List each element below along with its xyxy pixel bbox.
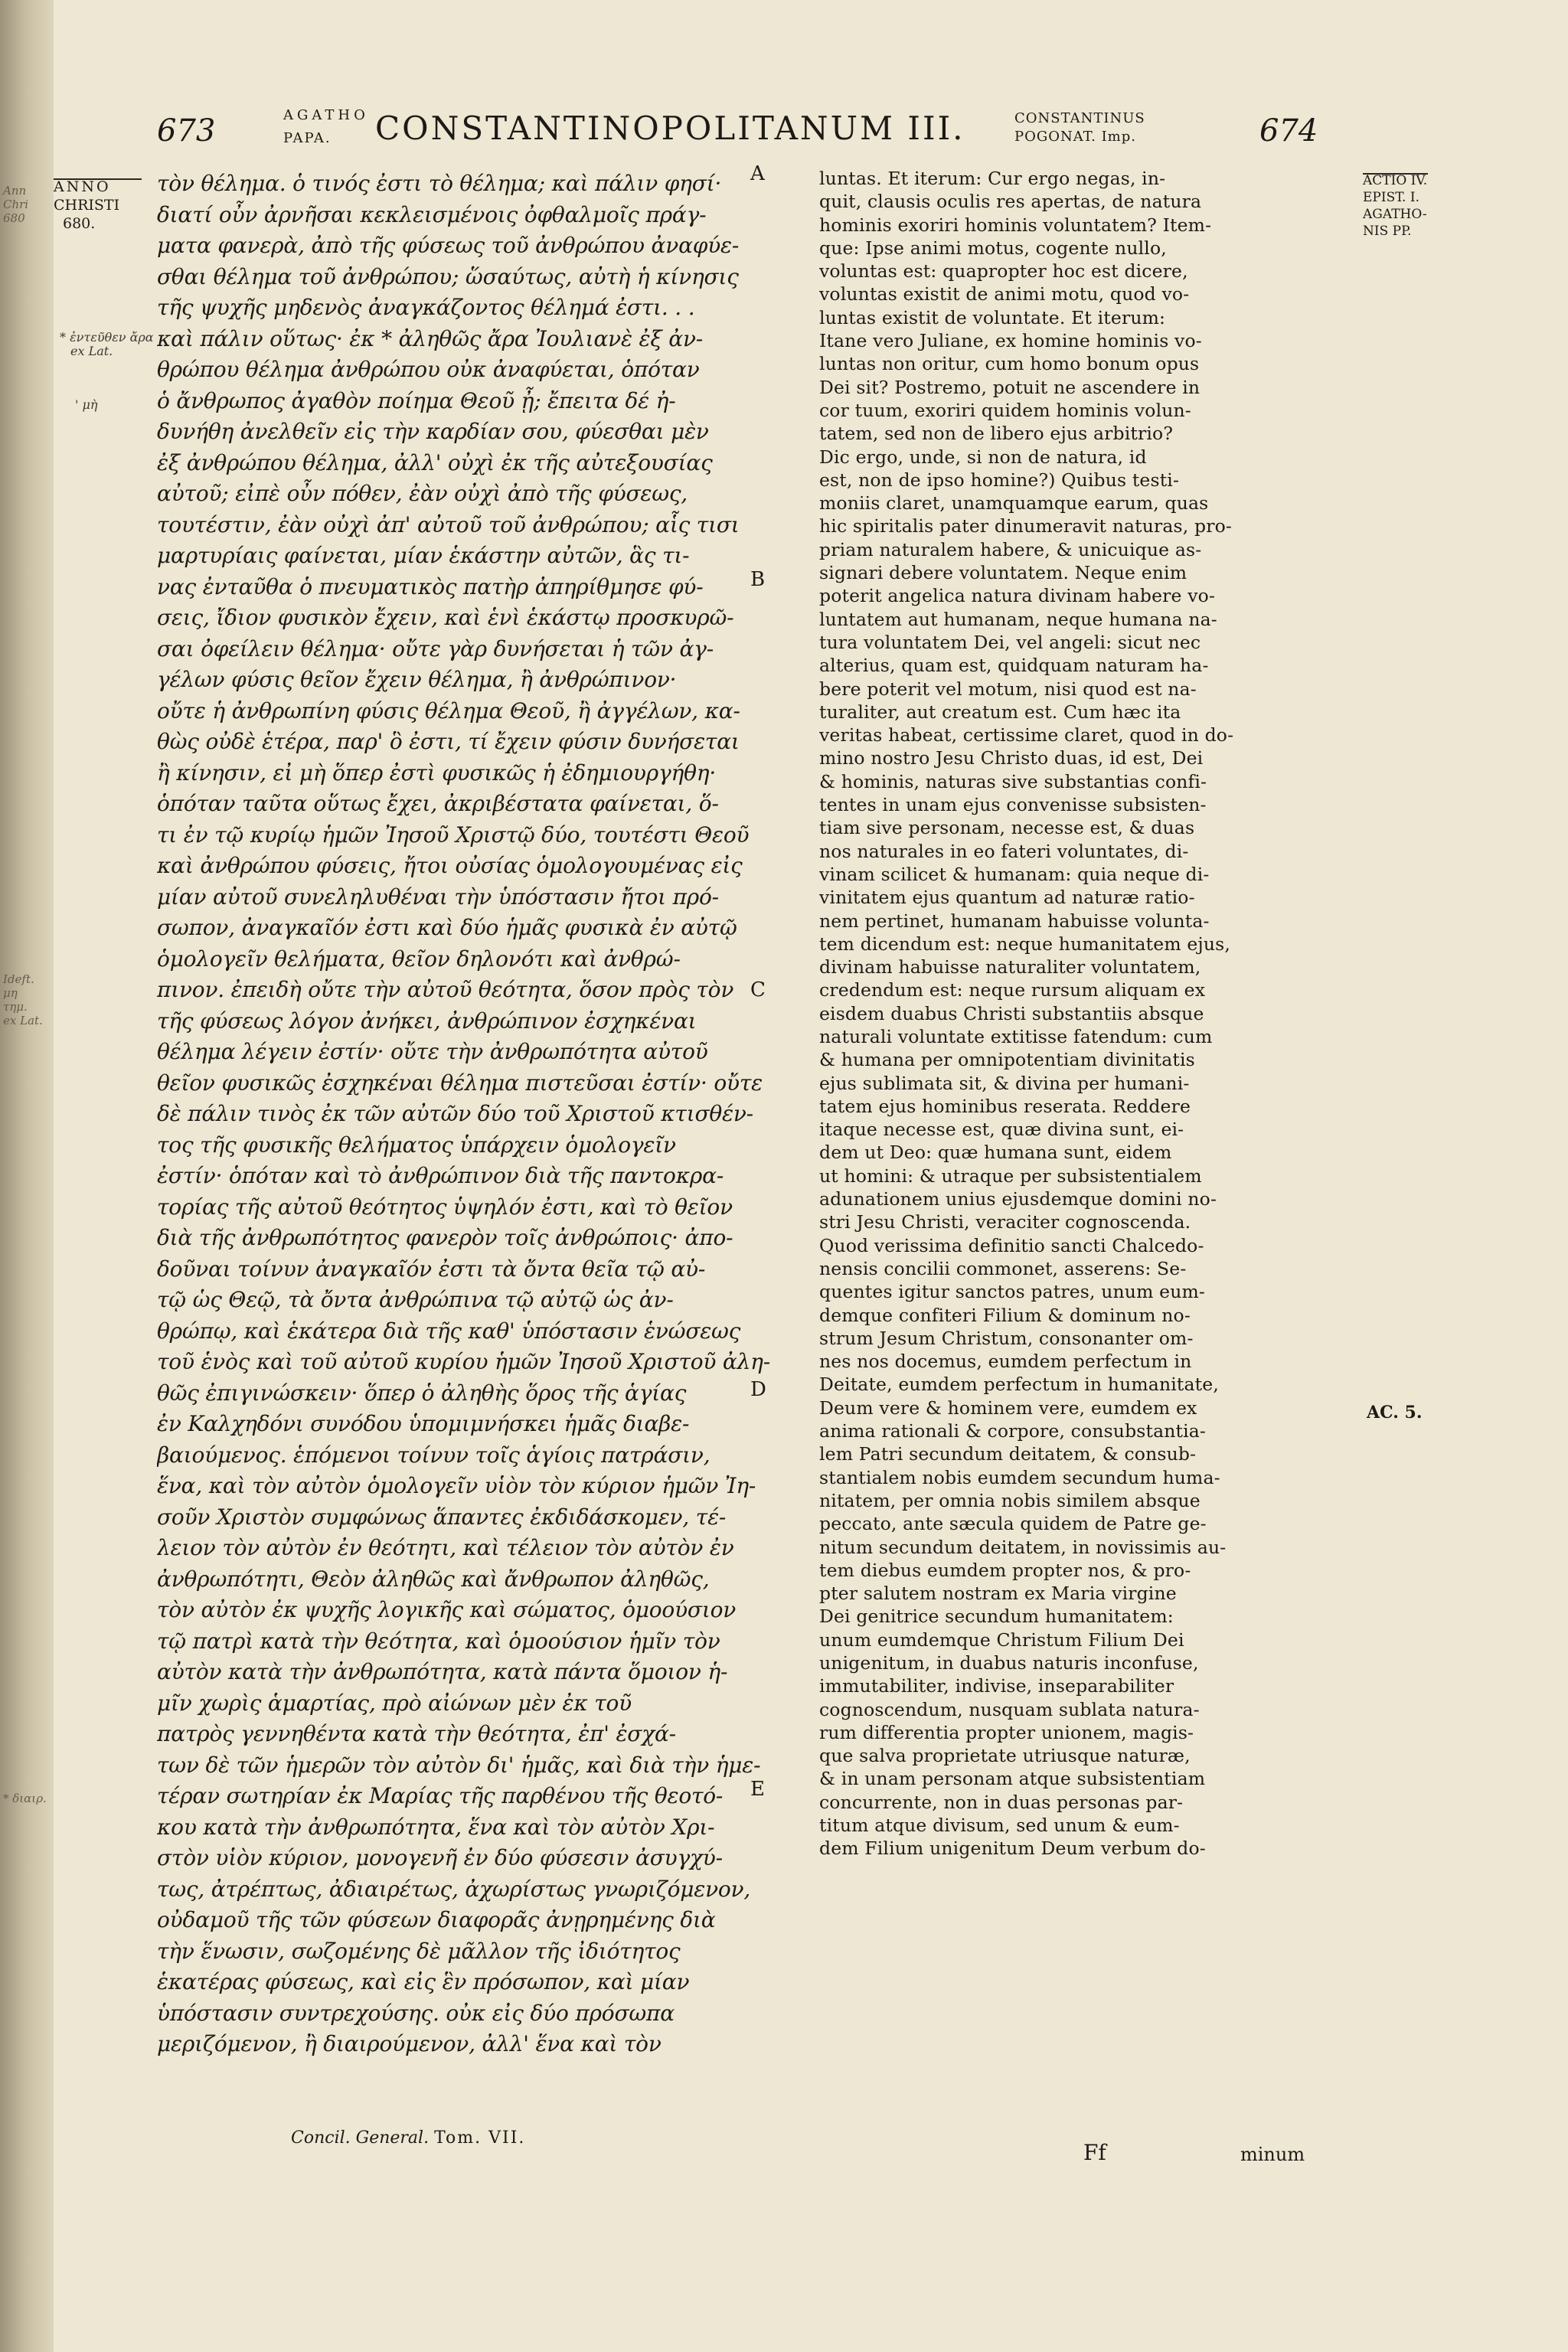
greek-text-line: σωπον, ἀναγκαῖόν ἐστι καὶ δύο ἡμᾶς φυσικὰ ἐν αὐτῷ: [157, 915, 737, 940]
greek-text-line: δοῦναι τοίνυν ἀναγκαῖόν ἐστι τὰ ὄντα θεῖα τῷ αὐ-: [157, 1256, 706, 1282]
footer-signature-text: Concil. General.: [291, 2128, 430, 2148]
latin-text-line: rum differentia propter unionem, magis-: [819, 1721, 1194, 1743]
greek-text-line: οὐδαμοῦ τῆς τῶν φύσεων διαφορᾶς ἀνῃρημένης διὰ: [157, 1907, 716, 1932]
latin-text-line: bere poterit vel motum, nisi quod est na-: [819, 678, 1197, 700]
latin-text-line: cor tuum, exoriri quidem hominis volun-: [819, 399, 1191, 421]
latin-text-line: voluntas est: quapropter hoc est dicere,: [819, 260, 1188, 283]
greek-text-line: ἐξ ἀνθρώπου θέλημα, ἀλλ' οὐχὶ ἐκ τῆς αὐτεξουσίας: [157, 449, 713, 475]
latin-text-line: vinitatem ejus quantum ad naturæ ratio-: [819, 887, 1195, 909]
greek-text-line: τὴν ἕνωσιν, σωζομένης δὲ μᾶλλον τῆς ἰδιότητος: [157, 1938, 681, 1964]
latin-text-line: nem pertinet, humanam habuisse volunta-: [819, 910, 1210, 932]
header-author-right-title: POGONAT. Imp.: [1014, 129, 1136, 145]
latin-text-line: poterit angelica natura divinam habere vo-: [819, 585, 1216, 607]
margin-note-variant-1: [60, 331, 154, 358]
right-margin-actio: ACTIO IV.: [1363, 173, 1428, 188]
latin-text-line: anima rationali & corpore, consubstantia-: [819, 1420, 1207, 1442]
greek-text-line: τορίας τῆς αὐτοῦ θεότητος ὑψηλόν ἐστι, καὶ τὸ θεῖον: [157, 1194, 733, 1220]
latin-text-line: eisdem duabus Christi substantiis absque: [819, 1002, 1204, 1024]
greek-text-line: βαιούμενος. ἑπόμενοι τοίνυν τοῖς ἁγίοις πατράσιν,: [157, 1442, 710, 1468]
greek-text-line: ἐστίν· ὁπόταν καὶ τὸ ἀνθρώπινον διὰ τῆς παντοκρα-: [157, 1163, 724, 1188]
greek-text-line: καὶ ἀνθρώπου φύσεις, ἤτοι οὐσίας ὁμολογουμένας εἰς: [157, 853, 743, 878]
latin-text-line: tatem, sed non de libero ejus arbitrio?: [819, 423, 1174, 445]
section-letter-c: C: [750, 978, 766, 1001]
latin-text-line: lem Patri secundum deitatem, & consub-: [819, 1443, 1197, 1465]
greek-text-line: μίαν αὐτοῦ συνεληλυθέναι τὴν ὑπόστασιν ἤτοι πρό-: [157, 884, 719, 910]
greek-text-line: τὸν θέλημα. ὁ τινός ἐστι τὸ θέλημα; καὶ πάλιν φησί·: [157, 171, 722, 196]
greek-text-line: των δὲ τῶν ἡμερῶν τὸν αὐτὸν δι' ἡμᾶς, καὶ διὰ τὴν ἡμε-: [157, 1752, 761, 1778]
section-letter-a: A: [750, 162, 765, 185]
latin-text-line: mino nostro Jesu Christo duas, id est, Dei: [819, 747, 1204, 769]
latin-text-line: nitum secundum deitatem, in novissimis au-: [819, 1536, 1227, 1558]
latin-text-line: unum eumdemque Christum Filium Dei: [819, 1628, 1184, 1651]
greek-text-line: αὐτοῦ; εἰπὲ οὖν πόθεν, ἐὰν οὐχὶ ἀπὸ τῆς φύσεως,: [157, 481, 688, 506]
latin-text-line: cognoscendum, nusquam sublata natura-: [819, 1698, 1200, 1720]
page-title: CONSTANTINOPOLITANUM III.: [375, 109, 965, 147]
latin-text-line: itaque necesse est, quæ divina sunt, ei-: [819, 1119, 1184, 1141]
latin-text-line: divinam habuisse naturaliter voluntatem,: [819, 956, 1201, 978]
latin-text-line: moniis claret, unamquamque earum, quas: [819, 492, 1209, 514]
latin-text-line: Dic ergo, unde, si non de natura, id: [819, 446, 1147, 468]
greek-text-line: σαι ὀφείλειν θέλημα· οὔτε γὰρ δυνήσεται ἡ τῶν ἀγ-: [157, 635, 714, 662]
header-author-left-title: PAPA.: [283, 130, 332, 146]
latin-text-line: luntas non oritur, cum homo bonum opus: [819, 353, 1200, 375]
greek-text-line: ἀνθρωπότητι, Θεὸν ἀληθῶς καὶ ἄνθρωπον ἀληθῶς,: [157, 1566, 710, 1592]
latin-text-line: Dei genitrice secundum humanitatem:: [819, 1606, 1174, 1628]
latin-text-line: credendum est: neque rursum aliquam ex: [819, 979, 1206, 1001]
greek-text-line: τὸν αὐτὸν ἐκ ψυχῆς λογικῆς καὶ σώματος, ὁμοούσιον: [157, 1597, 737, 1622]
latin-text-line: voluntas existit de animi motu, quod vo-: [819, 283, 1190, 305]
latin-text-line: tiam sive personam, necesse est, & duas: [819, 817, 1195, 839]
latin-text-line: est, non de ipso homine?) Quibus testi-: [819, 469, 1180, 491]
latin-text-line: tem diebus eumdem propter nos, & pro-: [819, 1559, 1191, 1581]
greek-text-line: τι ἐν τῷ κυρίῳ ἡμῶν Ἰησοῦ Χριστῷ δύο, τουτέστι Θεοῦ: [157, 822, 750, 848]
greek-text-line: διατί οὖν ἀρνῆσαι κεκλεισμένοις ὀφθαλμοῖς πράγ-: [157, 201, 707, 227]
greek-text-line: γέλων φύσις θεῖον ἔχειν θέλημα, ἢ ἀνθρώπινον·: [157, 667, 677, 692]
greek-text-line: τῆς ψυχῆς μηδενὸς ἀναγκάζοντος θέλημά ἐστι. . .: [157, 295, 695, 320]
latin-text-line: alterius, quam est, quidquam naturam ha-: [819, 655, 1209, 677]
greek-text-line: ὁμολογεῖν θελήματα, θεῖον δηλονότι καὶ ἀνθρώ-: [157, 946, 681, 972]
catchword: minum: [1240, 2144, 1305, 2165]
footer-signature-line: [291, 2128, 525, 2148]
latin-text-line: Dei sit? Postremo, potuit ne ascendere in: [819, 376, 1200, 398]
greek-text-line: τέραν σωτηρίαν ἐκ Μαρίας τῆς παρθένου τῆς θεοτό-: [157, 1783, 724, 1808]
latin-text-line: que: Ipse animi motus, cogente nullo,: [819, 237, 1167, 259]
latin-text-line: tem dicendum est: neque humanitatem ejus,: [819, 933, 1230, 955]
latin-text-line: Deitate, eumdem perfectum in humanitate,: [819, 1374, 1219, 1396]
greek-text-line: σεις, ἴδιον φυσικὸν ἔχειν, καὶ ἑνὶ ἑκάστῳ προσκυρῶ-: [157, 605, 734, 630]
greek-text-line: θρώπῳ, καὶ ἑκάτερα διὰ τῆς καθ' ὑπόστασιν ἑνώσεως: [157, 1318, 741, 1344]
latin-text-line: & in unam personam atque subsistentiam: [819, 1768, 1206, 1790]
latin-text-line: hic spiritalis pater dinumeravit naturas, pro-: [819, 515, 1232, 537]
greek-text-line: πινον. ἐπειδὴ οὔτε τὴν αὐτοῦ θεότητα, ὅσον πρὸς τὸν: [157, 977, 734, 1002]
greek-text-line: τος τῆς φυσικῆς θελήματος ὑπάρχειν ὁμολογεῖν: [157, 1132, 676, 1158]
greek-text-line: τῆς φύσεως λόγον ἀνήκει, ἀνθρώπινον ἐσχηκέναι: [157, 1008, 697, 1034]
section-letter-d: D: [750, 1378, 766, 1401]
latin-text-line: demque confiteri Filium & dominum no-: [819, 1304, 1191, 1326]
latin-text-line: luntas. Et iterum: Cur ergo negas, in-: [819, 168, 1166, 189]
page-number-left: 673: [157, 113, 216, 149]
greek-text-line: ἐν Καλχηδόνι συνόδου ὑπομιμνήσκει ἡμᾶς διαβε-: [157, 1411, 690, 1436]
anno-label: ANNO: [54, 178, 111, 195]
latin-text-line: veritas habeat, certissime claret, quod in do-: [819, 724, 1234, 746]
latin-text-line: stantialem nobis eumdem secundum huma-: [819, 1466, 1220, 1488]
margin-note-variant-2: ' μὴ: [75, 397, 98, 412]
greek-text-line: τῷ ὡς Θεῷ, τὰ ὄντα ἀνθρώπινα τῷ αὐτῷ ὡς ἀν-: [157, 1287, 674, 1312]
header-author-left: AGATHO: [283, 107, 369, 123]
gutter-note: Ann Chri 680: [3, 184, 29, 225]
latin-text-line: nensis concilii commonet, asserens: Se-: [819, 1257, 1187, 1279]
greek-text-line: θεῖον φυσικῶς ἐσχηκέναι θέλημα πιστεῦσαι ἐστίν· οὔτε: [157, 1070, 763, 1096]
latin-text-line: concurrente, non in duas personas par-: [819, 1791, 1184, 1813]
latin-text-line: ejus sublimata sit, & divina per humani-: [819, 1072, 1190, 1094]
latin-text-line: titum atque divisum, sed unum & eum-: [819, 1815, 1180, 1837]
latin-text-line: quentes igitur sanctos patres, unum eum-: [819, 1281, 1206, 1303]
latin-text-column: [819, 167, 1348, 2188]
greek-text-line: ἢ κίνησιν, εἰ μὴ ὅπερ ἐστὶ φυσικῶς ἡ ἐδημιουργήθη·: [157, 760, 717, 786]
latin-text-line: que salva proprietate utriusque naturæ,: [819, 1745, 1191, 1767]
greek-text-line: σθαι θέλημα τοῦ ἀνθρώπου; ὥσαύτως, αὐτὴ ἡ κίνησις: [157, 263, 739, 289]
right-margin-note: [1363, 172, 1427, 240]
latin-text-line: vinam scilicet & humanam: quia neque di-: [819, 863, 1210, 885]
latin-text-line: ut homini: & utraque per subsistentialem: [819, 1165, 1202, 1187]
latin-text-line: tatem ejus hominibus reserata. Reddere: [819, 1095, 1191, 1117]
latin-text-line: nitatem, per omnia nobis similem absque: [819, 1489, 1200, 1511]
right-margin-agatho: AGATHO-: [1363, 207, 1427, 222]
margin-note-variant-1-text: * ἐντεῦθεν ἄρα: [60, 330, 154, 345]
margin-note-variant-1-source: ex Lat.: [70, 344, 113, 358]
latin-text-line: turaliter, aut creatum est. Cum hæc ita: [819, 701, 1181, 723]
latin-text-line: Itane vero Juliane, ex homine hominis vo-: [819, 330, 1202, 352]
right-margin-pp: NIS PP.: [1363, 224, 1412, 239]
latin-text-line: & hominis, naturas sive substantias confi-: [819, 770, 1207, 792]
greek-text-line: νας ἐνταῦθα ὁ πνευματικὸς πατὴρ ἀπηρίθμησε φύ-: [157, 573, 704, 599]
latin-text-line: luntas existit de voluntate. Et iterum:: [819, 306, 1166, 328]
greek-text-line: τῷ πατρὶ κατὰ τὴν θεότητα, καὶ ὁμοούσιον ἡμῖν τὸν: [157, 1628, 720, 1654]
greek-text-line: μαρτυρίαις φαίνεται, μίαν ἑκάστην αὐτῶν, ἃς τι-: [157, 543, 690, 568]
greek-text-line: πατρὸς γεννηθέντα κατὰ τὴν θεότητα, ἐπ' ἐσχά-: [157, 1721, 676, 1746]
latin-text-line: signari debere voluntatem. Neque enim: [819, 562, 1187, 584]
latin-text-line: dem Filium unigenitum Deum verbum do-: [819, 1838, 1206, 1860]
gutter-note: Ideft. μη τημ. ex Lat.: [3, 972, 43, 1027]
greek-text-line: διὰ τῆς ἀνθρωπότητος φανερὸν τοῖς ἀνθρώποις· ἀπο-: [157, 1225, 733, 1250]
latin-text-line: Deum vere & hominem vere, eumdem ex: [819, 1396, 1197, 1419]
latin-text-line: stri Jesu Christi, veraciter cognoscenda.: [819, 1211, 1191, 1233]
greek-text-line: τοῦ ἑνὸς καὶ τοῦ αὐτοῦ κυρίου ἡμῶν Ἰησοῦ Χριστοῦ ἀλη-: [157, 1349, 771, 1374]
page-number-right: 674: [1259, 113, 1318, 149]
greek-text-line: λειον τὸν αὐτὸν ἐν θεότητι, καὶ τέλειον τὸν αὐτὸν ἐν: [157, 1535, 734, 1560]
greek-text-line: ματα φανερὰ, ἀπὸ τῆς φύσεως τοῦ ἀνθρώπου ἀναφύε-: [157, 233, 740, 258]
section-letter-e: E: [750, 1778, 765, 1801]
section-letter-b: B: [750, 568, 766, 591]
latin-text-line: nes nos docemus, eumdem perfectum in: [819, 1351, 1192, 1373]
anno-christi: CHRISTI: [54, 197, 120, 214]
latin-text-line: naturali voluntate extitisse fatendum: cum: [819, 1025, 1213, 1047]
greek-text-line: θρώπου θέλημα ἀνθρώπου οὐκ ἀναφύεται, ὁπόταν: [157, 357, 700, 382]
greek-text-line: στὸν υἱὸν κύριον, μονογενῆ ἐν δύο φύσεσιν ἀσυγχύ-: [157, 1845, 723, 1870]
signature-mark: Ff: [1083, 2140, 1106, 2165]
greek-text-line: σοῦν Χριστὸν συμφώνως ἅπαντες ἐκδιδάσκομεν, τέ-: [157, 1504, 727, 1530]
latin-text-line: priam naturalem habere, & unicuique as-: [819, 538, 1202, 560]
latin-text-line: peccato, ante sæcula quidem de Patre ge-: [819, 1513, 1207, 1535]
greek-text-line: θὼς οὐδὲ ἑτέρα, παρ' ὃ ἐστι, τί ἔχειν φύσιν δυνήσεται: [157, 729, 740, 754]
gutter-notes: [0, 0, 54, 2352]
greek-text-line: ὁπόταν ταῦτα οὕτως ἔχει, ἀκριβέστατα φαίνεται, ὅ-: [157, 791, 719, 816]
greek-text-column: [157, 168, 800, 2128]
greek-text-line: ὁ ἄνθρωπος ἀγαθὸν ποίημα Θεοῦ ᾖ; ἔπειτα δέ ἠ-: [157, 387, 676, 413]
anno-year: 680.: [63, 215, 96, 232]
greek-text-line: ἕνα, καὶ τὸν αὐτὸν ὁμολογεῖν υἱὸν τὸν κύριον ἡμῶν Ἰη-: [157, 1473, 756, 1498]
greek-text-line: δυνήθη ἀνελθεῖν εἰς τὴν καρδίαν σου, φύεσθαι μὲν: [157, 419, 709, 444]
latin-text-line: & humana per omnipotentiam divinitatis: [819, 1049, 1195, 1071]
latin-text-line: quit, clausis oculis res apertas, de natura: [819, 191, 1202, 213]
latin-text-line: hominis exoriri hominis voluntatem? Item-: [819, 214, 1212, 236]
footer-tome: Tom. VII.: [434, 2128, 526, 2148]
greek-text-line: δὲ πάλιν τινὸς ἐκ τῶν αὐτῶν δύο τοῦ Χριστοῦ κτισθέν-: [157, 1101, 753, 1126]
book-page: [54, 0, 1568, 2352]
latin-text-line: nos naturales in eo fateri voluntates, di-: [819, 840, 1189, 862]
latin-text-line: pter salutem nostram ex Maria virgine: [819, 1583, 1177, 1605]
greek-text-line: θῶς ἐπιγινώσκειν· ὅπερ ὁ ἀληθὴς ὅρος τῆς ἁγίας: [157, 1380, 687, 1406]
right-margin-epist: EPIST. I.: [1363, 190, 1419, 205]
latin-text-line: strum Jesum Christum, consonanter om-: [819, 1327, 1194, 1349]
greek-text-line: ὑπόστασιν συντρεχούσης. οὐκ εἰς δύο πρόσωπα: [157, 2000, 675, 2026]
anno-margin-note: [54, 178, 119, 233]
latin-text-line: Quod verissima definitio sancti Chalcedo-: [819, 1234, 1204, 1256]
greek-text-line: οὔτε ἡ ἀνθρωπίνη φύσις θέλημα Θεοῦ, ἢ ἀγγέλων, κα-: [157, 697, 740, 724]
greek-text-line: ἑκατέρας φύσεως, καὶ εἰς ἓν πρόσωπον, καὶ μίαν: [157, 1969, 690, 1994]
latin-text-line: tentes in unam ejus convenisse subsisten-: [819, 794, 1207, 816]
header-author-right: CONSTANTINUS: [1014, 110, 1145, 126]
greek-text-line: τως, ἀτρέπτως, ἀδιαιρέτως, ἀχωρίστως γνωριζόμενον,: [157, 1876, 751, 1902]
latin-text-line: unigenitum, in duabus naturis inconfuse,: [819, 1652, 1199, 1674]
greek-text-line: μεριζόμενον, ἢ διαιρούμενον, ἀλλ' ἕνα καὶ τὸν: [157, 2031, 662, 2056]
right-margin-act-reference: AC. 5.: [1367, 1403, 1423, 1423]
latin-text-line: tura voluntatem Dei, vel angeli: sicut nec: [819, 631, 1201, 653]
latin-text-line: luntatem aut humanam, neque humana na-: [819, 608, 1217, 630]
latin-text-line: adunationem unius ejusdemque domini no-: [819, 1188, 1217, 1210]
greek-text-line: κου κατὰ τὴν ἀνθρωπότητα, ἕνα καὶ τὸν αὐτὸν Χρι-: [157, 1814, 715, 1840]
greek-text-line: τουτέστιν, ἐὰν οὐχὶ ἀπ' αὐτοῦ τοῦ ἀνθρώπου; αἷς τισι: [157, 511, 740, 537]
gutter-note: * διαιρ.: [3, 1792, 47, 1805]
greek-text-line: μῖν χωρὶς ἁμαρτίας, πρὸ αἰώνων μὲν ἐκ τοῦ: [157, 1690, 632, 1716]
latin-text-line: immutabiliter, indivise, inseparabiliter: [819, 1675, 1174, 1697]
latin-text-line: dem ut Deo: quæ humana sunt, eidem: [819, 1142, 1172, 1164]
greek-text-line: καὶ πάλιν οὕτως· ἐκ * ἀληθῶς ἄρα Ἰουλιανὲ ἐξ ἀν-: [157, 325, 704, 351]
greek-text-line: θέλημα λέγειν ἐστίν· οὔτε τὴν ἀνθρωπότητα αὐτοῦ: [157, 1039, 708, 1064]
greek-text-line: αὐτὸν κατὰ τὴν ἀνθρωπότητα, κατὰ πάντα ὅμοιον ἡ-: [157, 1659, 728, 1684]
